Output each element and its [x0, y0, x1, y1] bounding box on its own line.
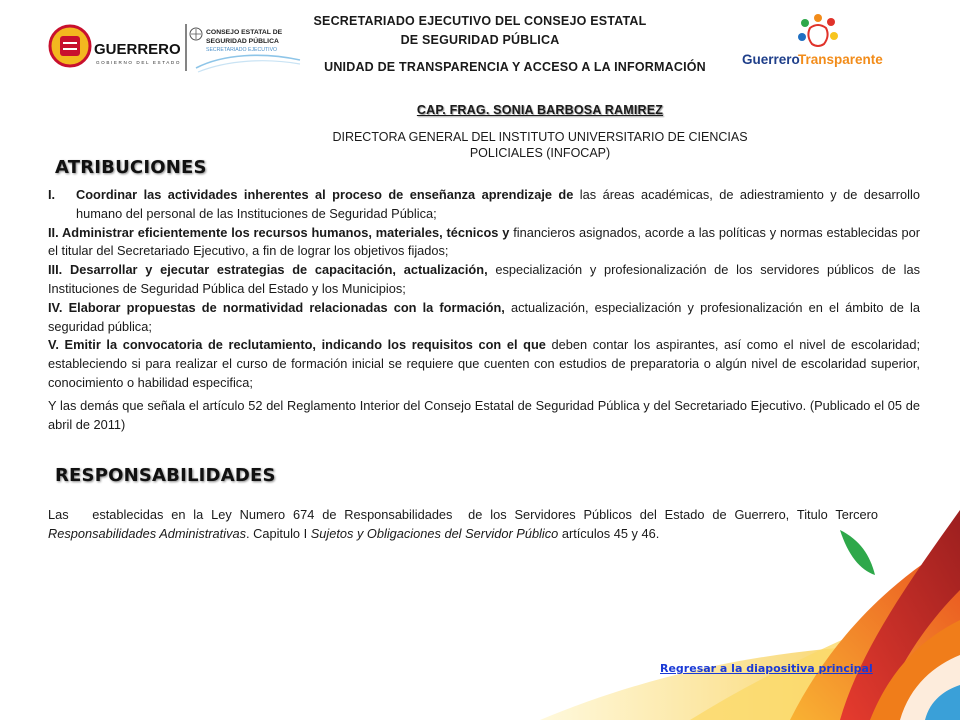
item-number: V. — [48, 337, 59, 353]
item-text: actualización, especialización y profesionalización en el ámbito de la seguridad pública; — [48, 299, 920, 334]
item-number: III. — [48, 262, 63, 278]
person-title: DIRECTORA GENERAL DEL INSTITUTO UNIVERSITARIO DE CIENCIAS POLICIALES (INFOCAP) — [332, 130, 748, 160]
back-to-main-slide-link[interactable]: Regresar a la diapositiva principal — [660, 662, 873, 675]
header-line-3: UNIDAD DE TRANSPARENCIA Y ACCESO A LA INFORMACIÓN — [324, 60, 706, 74]
responsabilidades-heading: RESPONSABILIDADES — [55, 465, 276, 486]
item-bold-text: Administrar eficientemente los recursos humanos, materiales, técnicos y — [58, 224, 510, 240]
item-bold-text: Emitir la convocatoria de reclutamiento, indicando los requisitos con el que — [58, 337, 546, 353]
atribucion-item-1 — [48, 186, 920, 224]
responsabilidades-paragraph — [48, 506, 882, 544]
svg-text:SEGURIDAD PÚBLICA: SEGURIDAD PÚBLICA — [206, 38, 279, 45]
resp-text: artículos 45 y 46. — [558, 525, 660, 541]
atribuciones-list — [48, 186, 920, 393]
resp-italic-text: Sujetos y Obligaciones del Servidor Público — [310, 525, 559, 541]
svg-text:SECRETARIADO EJECUTIVO: SECRETARIADO EJECUTIVO — [206, 47, 278, 53]
atribuciones-closing: Y las demás que señala el artículo 52 del Reglamento Interior del Consejo Estatal de Seguridad Pública y del Secretariado Ejecutivo. (Publicado el 05 de abril de 2011) — [48, 398, 920, 432]
svg-text:Guerrero: Guerrero — [742, 52, 800, 67]
atribucion-item-4 — [48, 299, 920, 337]
resp-text: . Capitulo I — [245, 525, 311, 541]
resp-text: Las establecidas en la Ley Numero 674 de Responsabilidades de los Servidores Públicos del Estado de Guerrero, Titulo Tercero — [48, 507, 882, 522]
item-number: I. — [48, 187, 56, 202]
item-text: deben contar los aspirantes, así como el nivel de escolaridad; estableciendo si para realizar el curso de formación inicial se requiere que cuenten con estudios de preparatoria o algún nivel de escolaridad superior, conocimiento o habilidad especifica; — [48, 337, 920, 390]
guerrero-transparente-logo — [738, 6, 898, 76]
atribucion-item-2 — [48, 224, 920, 262]
atribucion-item-3 — [48, 261, 920, 299]
atribucion-item-5 — [48, 336, 920, 392]
item-bold-text: Desarrollar y ejecutar estrategias de capacitación, actualización, — [62, 262, 488, 278]
item-text: especialización y profesionalización de los servidores públicos de las Instituciones de Seguridad Pública del Estado y los Municipios; — [48, 262, 920, 296]
guerrero-government-logo — [48, 16, 308, 78]
item-text: las áreas académicas, de adiestramiento y de desarrollo humano del personal de las Instituciones de Seguridad Pública; — [76, 187, 920, 221]
resp-italic-text: Responsabilidades Administrativas — [48, 525, 246, 541]
people-circle-icon — [798, 14, 838, 46]
item-bold-text: Elaborar propuestas de normatividad relacionadas con la formación, — [62, 299, 505, 315]
svg-text:Transparente: Transparente — [798, 52, 883, 67]
item-number: IV. — [48, 299, 63, 315]
header-line-2: DE SEGURIDAD PÚBLICA — [400, 33, 560, 47]
council-emblem-icon — [190, 28, 202, 40]
atribuciones-heading: ATRIBUCIONES — [55, 157, 207, 178]
header-line-1: SECRETARIADO EJECUTIVO DEL CONSEJO ESTATAL — [313, 14, 647, 28]
person-name: CAP. FRAG. SONIA BARBOSA RAMIREZ — [416, 103, 664, 117]
guerrero-sub-text: GOBIERNO DEL ESTADO — [96, 60, 182, 65]
item-text: financieros asignados, acorde a las políticas y normas establecidas por el titular del Secretariado Ejecutivo, a fin de lograr los objetivos fijados; — [48, 224, 920, 259]
item-bold-text: Coordinar las actividades inherentes al proceso de enseñanza aprendizaje de — [76, 187, 574, 202]
item-number: II. — [48, 224, 59, 240]
guerrero-brand-text: GUERRERO — [94, 41, 181, 58]
svg-text:CONSEJO ESTATAL DE: CONSEJO ESTATAL DE — [206, 29, 283, 36]
